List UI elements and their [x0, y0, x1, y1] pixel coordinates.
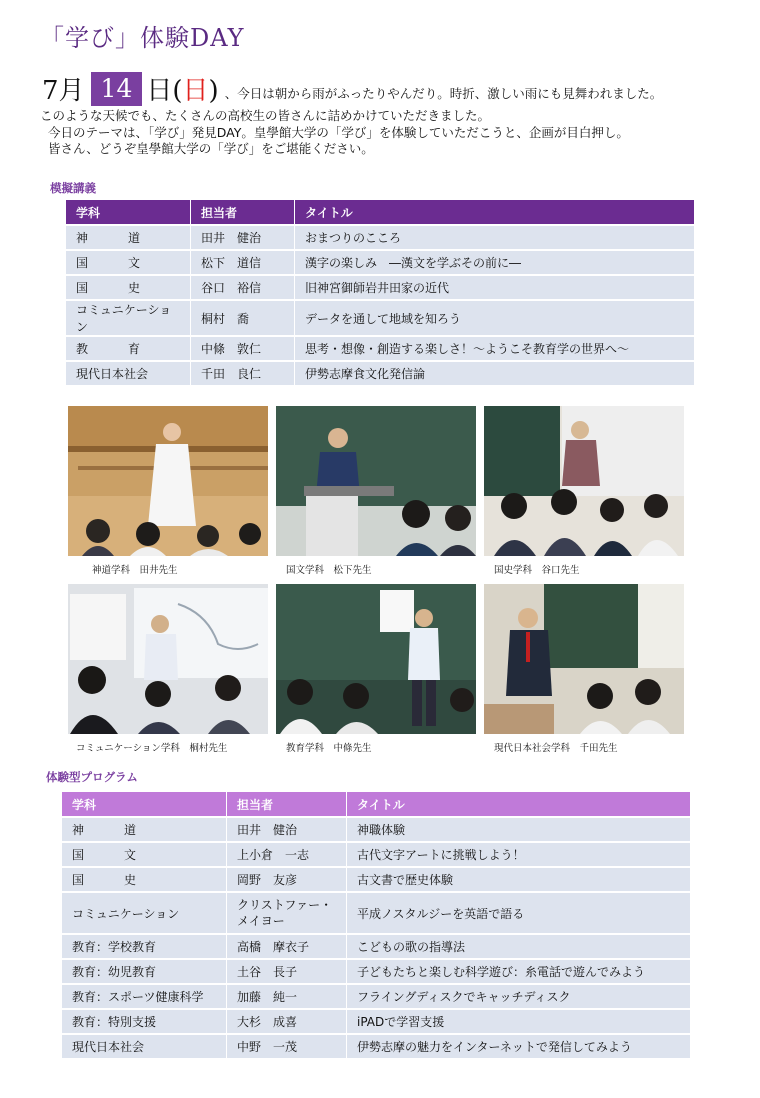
program-table [62, 790, 690, 1060]
table-row [62, 985, 690, 1008]
table-row [66, 276, 694, 299]
cell-teacher: 大杉 成喜 [226, 1010, 346, 1033]
cell-dept: 現代日本社会 [62, 1035, 226, 1058]
cell-teacher: 谷口 裕信 [190, 276, 294, 299]
cell-title: データを通して地域を知ろう [294, 301, 694, 335]
cell-dept: 国 史 [62, 868, 226, 891]
cell-title: 旧神宮御師岩井田家の近代 [294, 276, 694, 299]
cell-dept: 教育：特別支援 [62, 1010, 226, 1033]
cell-teacher: クリストファー・メイヨー [226, 893, 346, 933]
date-month: 7月 [42, 76, 85, 106]
cell-title: 思考・想像・創造する楽しさ！～ようこそ教育学の世界へ～ [294, 337, 694, 360]
table-header-row [62, 792, 690, 816]
cell-dept: 教育：幼児教育 [62, 960, 226, 983]
cell-title: 伊勢志摩食文化発信論 [294, 362, 694, 385]
photo-caption: 国史学科 谷口先生 [494, 565, 580, 576]
date-line [42, 66, 662, 106]
table-row [62, 843, 690, 866]
photo-kokushi-lecture [484, 406, 684, 556]
photo-education-lecture [276, 584, 476, 734]
cell-title: 平成ノスタルジーを英語で語る [346, 893, 690, 933]
header-dept: 学科 [62, 792, 226, 816]
header-title: タイトル [346, 792, 690, 816]
cell-teacher: 中野 一茂 [226, 1035, 346, 1058]
intro-paragraph [40, 108, 629, 158]
header-teacher: 担当者 [190, 200, 294, 224]
intro-line: 今日のテーマは、「学び」発見DAY。皇學館大学の「学び」を体験していただこうと、企画が目白押し。 [48, 124, 629, 140]
table-row [62, 960, 690, 983]
cell-title: フライングディスクでキャッチディスク [346, 985, 690, 1008]
cell-dept: 国 史 [66, 276, 190, 299]
cell-teacher: 中條 敦仁 [190, 337, 294, 360]
cell-teacher: 田井 健治 [190, 226, 294, 249]
header-teacher: 担当者 [226, 792, 346, 816]
date-weekday: 日 [182, 76, 209, 106]
table-row [66, 337, 694, 360]
photo-caption: 現代日本社会学科 千田先生 [494, 743, 618, 754]
intro-first-line: 、今日は朝から雨がふったりやんだり。時折、激しい雨にも見舞われました。 [224, 86, 663, 101]
cell-teacher: 田井 健治 [226, 818, 346, 841]
cell-title: こどもの歌の指導法 [346, 935, 690, 958]
photo-caption: 教育学科 中條先生 [286, 743, 372, 754]
cell-teacher: 松下 道信 [190, 251, 294, 274]
intro-line: このような天候でも、たくさんの高校生の皆さんに詰めかけていただきました。 [40, 108, 491, 123]
cell-dept: 神 道 [66, 226, 190, 249]
cell-title: 伊勢志摩の魅力をインターネットで発信してみよう [346, 1035, 690, 1058]
date-day-badge: 14 [91, 72, 143, 106]
cell-teacher: 土谷 長子 [226, 960, 346, 983]
cell-teacher: 上小倉 一志 [226, 843, 346, 866]
date-day-suffix: 日 [146, 76, 173, 106]
intro-line: 皆さん、どうぞ皇學館大学の「学び」をご堪能ください。 [48, 141, 374, 156]
section-heading-programs: 体験型プログラム [46, 770, 138, 784]
cell-title: 漢字の楽しみ ―漢文を学ぶその前に― [294, 251, 694, 274]
cell-teacher: 岡野 友彦 [226, 868, 346, 891]
cell-dept: 教育：スポーツ健康科学 [62, 985, 226, 1008]
cell-dept: 国 文 [66, 251, 190, 274]
cell-dept: コミュニケーション [66, 301, 190, 335]
cell-title: 古文書で歴史体験 [346, 868, 690, 891]
table-row [66, 362, 694, 385]
cell-dept: 神 道 [62, 818, 226, 841]
date-paren-close: ) [208, 76, 219, 106]
cell-title: 神職体験 [346, 818, 690, 841]
table-row [62, 1035, 690, 1058]
cell-title: iPADで学習支援 [346, 1010, 690, 1033]
cell-dept: 現代日本社会 [66, 362, 190, 385]
table-row [66, 301, 694, 335]
table-row [66, 251, 694, 274]
table-row [62, 893, 690, 933]
cell-dept: コミュニケーション [62, 893, 226, 933]
cell-title: 古代文字アートに挑戦しよう！ [346, 843, 690, 866]
cell-dept: 教 育 [66, 337, 190, 360]
table-row [66, 226, 694, 249]
photo-communication-lecture [68, 584, 268, 734]
cell-teacher: 加藤 純一 [226, 985, 346, 1008]
section-heading-lectures: 模擬講義 [50, 181, 96, 195]
table-row [62, 818, 690, 841]
cell-dept: 国 文 [62, 843, 226, 866]
page-title: 「学び」体験DAY [40, 24, 245, 52]
cell-dept: 教育：学校教育 [62, 935, 226, 958]
date-paren-open: ( [172, 76, 183, 106]
cell-title: 子どもたちと楽しむ科学遊び：糸電話で遊んでみよう [346, 960, 690, 983]
cell-title: おまつりのこころ [294, 226, 694, 249]
lecture-table [66, 198, 694, 387]
table-row [62, 868, 690, 891]
header-title: タイトル [294, 200, 694, 224]
photo-caption: 国文学科 松下先生 [286, 565, 372, 576]
photo-caption: 神道学科 田井先生 [92, 565, 178, 576]
header-dept: 学科 [66, 200, 190, 224]
table-row [62, 1010, 690, 1033]
photo-kokubun-lecture [276, 406, 476, 556]
photo-society-lecture [484, 584, 684, 734]
table-row [62, 935, 690, 958]
photo-caption: コミュニケーション学科 桐村先生 [76, 743, 228, 754]
cell-teacher: 高橋 摩衣子 [226, 935, 346, 958]
table-header-row [66, 200, 694, 224]
photo-shinto-lecture [68, 406, 268, 556]
cell-teacher: 桐村 喬 [190, 301, 294, 335]
cell-teacher: 千田 良仁 [190, 362, 294, 385]
